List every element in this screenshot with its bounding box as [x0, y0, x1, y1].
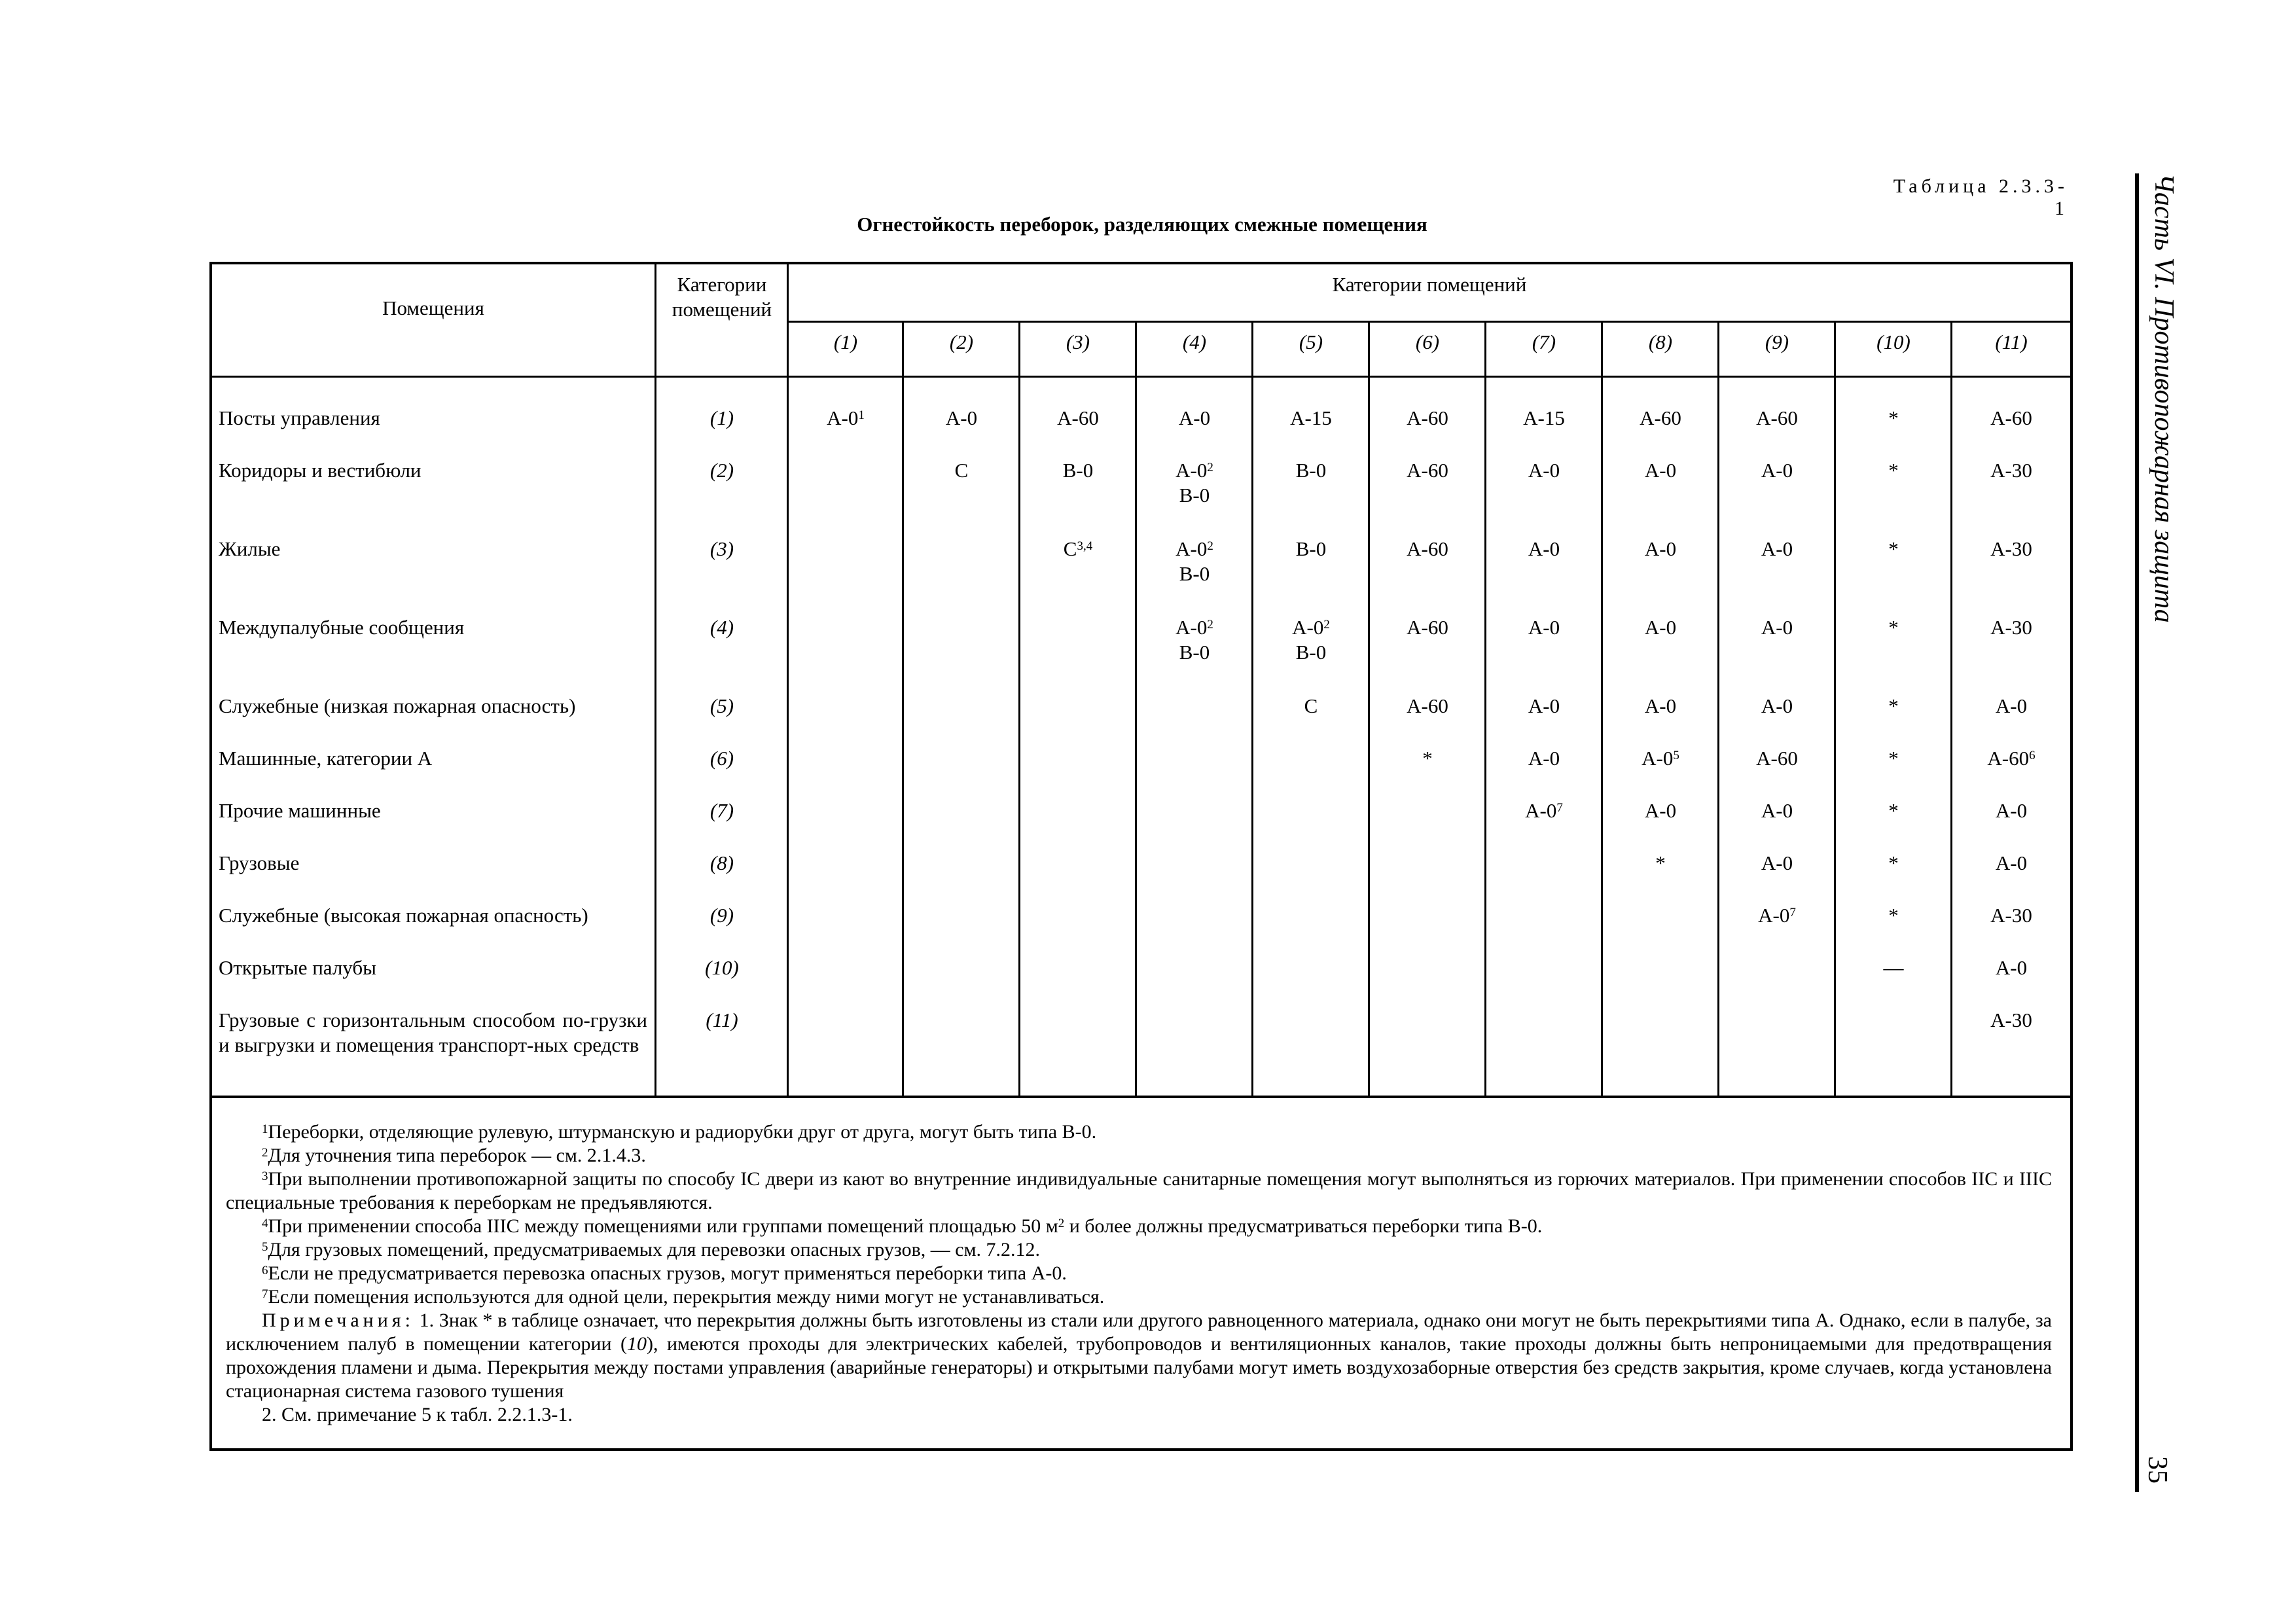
table-cell: А-0 — [1995, 799, 2028, 822]
row-label: Посты управления — [219, 406, 380, 429]
table-cell: А-60 — [1407, 616, 1448, 639]
table-cell: А-15 — [1523, 406, 1565, 429]
table-label: Таблица 2.3.3-1 — [1893, 175, 2068, 219]
table-cell: А-0 — [1644, 459, 1677, 482]
table-cell: А-60 — [1756, 747, 1798, 770]
table-cell: А-0 — [1644, 799, 1677, 822]
table-cell: А-0 — [1528, 616, 1560, 639]
table-cell: $А-0^2$ В-0 — [1292, 616, 1330, 664]
table-cell: * — [1888, 904, 1899, 927]
table-cell: $А-0^2$ В-0 — [1175, 537, 1213, 585]
table-cell: А-0 — [1995, 956, 2028, 979]
category-header: (10) — [1876, 330, 1910, 353]
table-cell: * — [1888, 694, 1899, 717]
header-room-categories: Категории помещений — [672, 273, 772, 321]
category-header: (11) — [1995, 330, 2028, 353]
table-cell: А-30 — [1990, 1008, 2032, 1031]
header-group-categories: Категории помещений — [1332, 273, 1527, 296]
table-cell: А-0 — [1644, 694, 1677, 717]
row-label: Служебные (высокая пожарная опасность) — [219, 904, 588, 927]
table-cell: А-0 — [1528, 537, 1560, 560]
row-category: (1) — [709, 406, 734, 429]
row-category: (4) — [709, 616, 734, 639]
row-label: Коридоры и вестибюли — [219, 459, 422, 482]
category-header: (2) — [949, 330, 974, 353]
table-cell: * — [1888, 459, 1899, 482]
table-cell: * — [1655, 851, 1666, 874]
table-cell: $А-0^5$ — [1641, 747, 1679, 770]
row-label: Жилые — [219, 537, 281, 560]
table-cell: А-0 — [1644, 616, 1677, 639]
margin-rule — [2135, 173, 2139, 1492]
table-cell: * — [1888, 406, 1899, 429]
category-header: (5) — [1299, 330, 1323, 353]
table-cell: $А-0^1$ — [827, 406, 865, 429]
footnote: $^1$Переборки, отделяющие рулевую, штурманскую и радиорубки друг от друга, могут быть типа В-0. — [262, 1121, 1097, 1143]
row-label: Прочие машинные — [219, 799, 381, 822]
table-cell: $А-0^2$ В-0 — [1175, 459, 1213, 507]
footnote: $^4$При применении способа IIIC между помещениями или группами помещений площадью 50 $м^2$ и более должны предусматриваться переборки типа В-0. — [262, 1215, 1543, 1237]
table-cell: С$^{3,4}$ — [1063, 537, 1093, 560]
row-label: Машинные, категории А — [219, 747, 433, 770]
row-category: (3) — [709, 537, 734, 560]
footnote: $^3$При выполнении противопожарной защиты по способу IC двери из кают во внутренние индивидуальные санитарные помещения могут выполняться из горючих материалов. При применении способов IIC и IIIC специальные требования к переборкам не предъявляются. — [226, 1168, 2052, 1213]
table-cell: А-60 — [1407, 537, 1448, 560]
table-cell: С — [1304, 694, 1318, 717]
table-cell: В-0 — [1062, 459, 1094, 482]
note-1: Примечания: 1. Знак * в таблице означает, что перекрытия должны быть изготовлены из стали или другого равноценного материала, однако они могут не быть перекрытиями типа А. Однако, если в палубе, за исключением палуб в помещении категории (10), имеются проходы для электрических кабелей, трубопроводов и вентиляционных каналов, такие проходы должны быть непроницаемыми для предотвращения прохождения пламени и дыма. Перекрытия между постами управления (аварийные генераторы) и открытыми палубами могут иметь воздухозаборные отверстия без средств закрытия, кроме случаев, когда установлена стационарная система газового тушения — [226, 1310, 2052, 1402]
table-cell: А-0 — [1995, 851, 2028, 874]
table-notes — [226, 1120, 2052, 1427]
table-cell: А-60 — [1057, 406, 1099, 429]
category-header: (1) — [833, 330, 858, 353]
category-header: (8) — [1648, 330, 1673, 353]
table-cell: А-0 — [1761, 459, 1793, 482]
row-label: Междупалубные сообщения — [219, 616, 465, 639]
table-cell: А-30 — [1990, 459, 2032, 482]
row-category: (7) — [709, 799, 734, 822]
table-cell: А-60 — [1756, 406, 1798, 429]
table-cell: А-60 — [1640, 406, 1681, 429]
table-cell: $А-0^7$ — [1525, 799, 1563, 822]
row-category: (6) — [709, 747, 734, 770]
table-cell: А-30 — [1990, 537, 2032, 560]
table-cell: А-0 — [1995, 694, 2028, 717]
footnote: $^7$Если помещения используются для одной цели, перекрытия между ними могут не устанавливаться. — [262, 1286, 1105, 1308]
note-2: 2. См. примечание 5 к табл. 2.2.1.3-1. — [262, 1404, 573, 1425]
table-cell: — — [1883, 956, 1904, 979]
table-cell: А-0 — [1761, 537, 1793, 560]
running-title: Часть VI. Противопожарная защита — [2149, 173, 2179, 623]
row-category: (11) — [706, 1008, 738, 1031]
table-cell: * — [1888, 537, 1899, 560]
category-header: (4) — [1182, 330, 1207, 353]
footnote: $^5$Для грузовых помещений, предусматриваемых для перевозки опасных грузов, — см. 7.2.12. — [262, 1239, 1041, 1260]
row-category: (5) — [709, 694, 734, 717]
table-cell: * — [1888, 799, 1899, 822]
table-cell: А-30 — [1990, 616, 2032, 639]
row-category: (10) — [705, 956, 739, 979]
table-cell: А-60 — [1407, 694, 1448, 717]
row-label: Открытые палубы — [219, 956, 376, 979]
table-cell: В-0 — [1295, 459, 1327, 482]
category-header: (9) — [1765, 330, 1789, 353]
table-cell: * — [1888, 851, 1899, 874]
row-category: (8) — [709, 851, 734, 874]
table-cell: А-0 — [1761, 616, 1793, 639]
row-category: (9) — [709, 904, 734, 927]
category-header: (6) — [1415, 330, 1440, 353]
category-header: (7) — [1532, 330, 1556, 353]
table-cell: А-0 — [945, 406, 978, 429]
table-cell: А-0 — [1761, 694, 1793, 717]
footnote: $^6$Если не предусматривается перевозка опасных грузов, могут применяться переборки типа А-0. — [262, 1262, 1067, 1284]
table-cell: А-60 — [1407, 406, 1448, 429]
table-cell: А-0 — [1761, 799, 1793, 822]
table-cell: А-0 — [1178, 406, 1211, 429]
row-label: Служебные (низкая пожарная опасность) — [219, 694, 576, 717]
table-cell: А-0 — [1528, 694, 1560, 717]
footnote: $^2$Для уточнения типа переборок — см. 2.1.4.3. — [262, 1145, 646, 1166]
row-label: Грузовые — [219, 851, 300, 874]
table-cell: * — [1888, 747, 1899, 770]
page-number: 35 — [2142, 1456, 2172, 1484]
table-cell: * — [1888, 616, 1899, 639]
table-cell: А-60 — [1990, 406, 2032, 429]
table-cell: А-0 — [1528, 459, 1560, 482]
row-category: (2) — [709, 459, 734, 482]
table-cell: $А-0^7$ — [1758, 904, 1796, 927]
header-rooms: Помещения — [382, 296, 484, 319]
category-header: (3) — [1066, 330, 1090, 353]
table-cell: * — [1422, 747, 1433, 770]
table-cell: $А-60^6$ — [1987, 747, 2036, 770]
table-cell: А-0 — [1644, 537, 1677, 560]
table-cell: А-60 — [1407, 459, 1448, 482]
table-cell: А-15 — [1290, 406, 1332, 429]
table-cell: А-0 — [1528, 747, 1560, 770]
table-cell: А-0 — [1761, 851, 1793, 874]
row-label: Грузовые с горизонтальным способом по-грузки и выгрузки и помещения транспорт-ных средств — [219, 1008, 647, 1056]
table-cell: $А-0^2$ В-0 — [1175, 616, 1213, 664]
table-title: Огнестойкость переборок, разделяющих смежные помещения — [857, 213, 1427, 236]
table-cell: С — [954, 459, 969, 482]
table-cell: В-0 — [1295, 537, 1327, 560]
table-cell: А-30 — [1990, 904, 2032, 927]
